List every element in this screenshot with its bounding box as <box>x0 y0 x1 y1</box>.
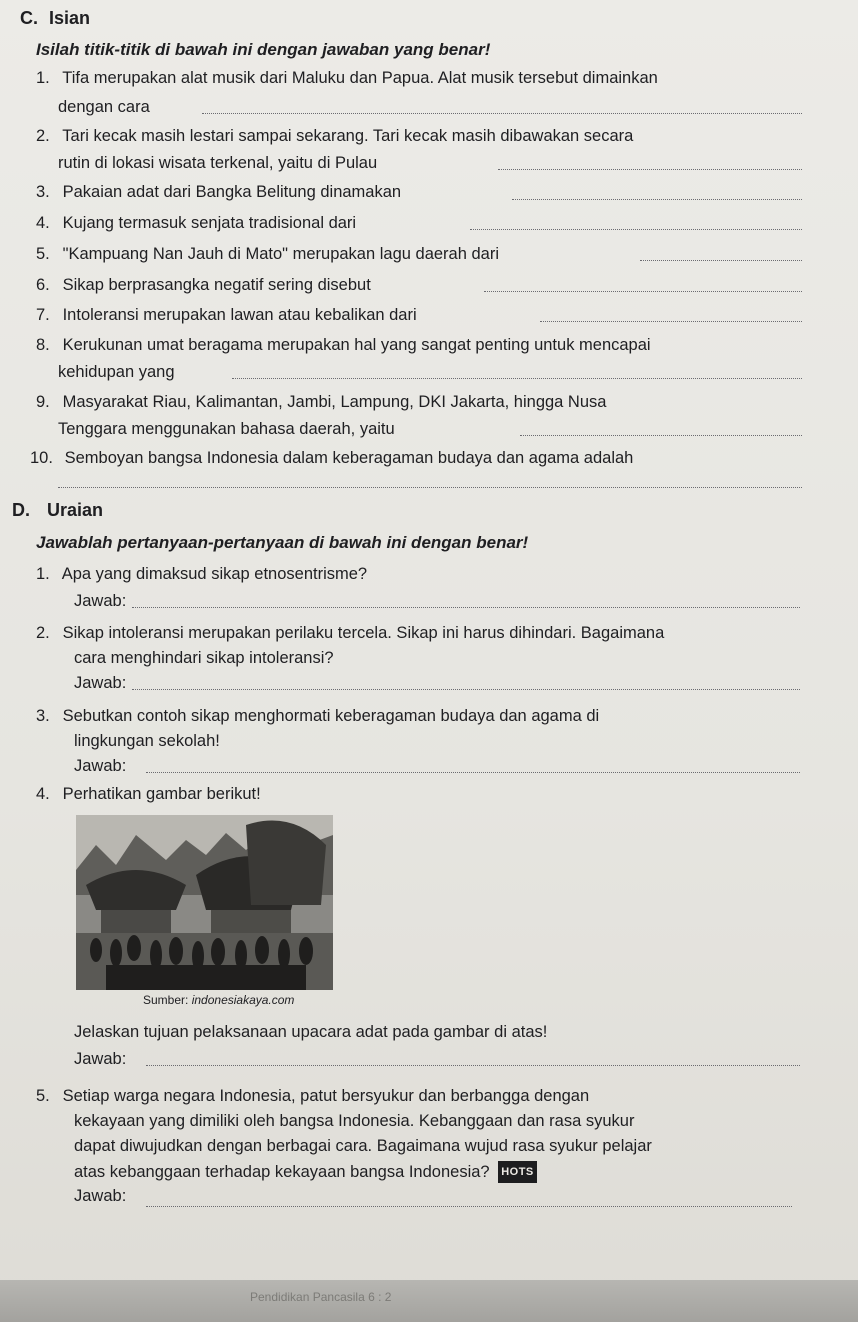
section-d-letter: D. <box>12 500 30 520</box>
section-c-heading <box>20 8 90 29</box>
item-number: 2. <box>36 127 50 145</box>
item-number: 5. <box>36 1087 50 1105</box>
d-item-4 <box>36 784 261 804</box>
item-number: 8. <box>36 336 50 354</box>
item-text: Perhatikan gambar berikut! <box>62 785 261 803</box>
item-number: 1. <box>36 565 50 583</box>
c-item-6 <box>36 275 371 295</box>
item-number: 5. <box>36 245 50 263</box>
c-item-3 <box>36 182 401 202</box>
item-number: 4. <box>36 785 50 803</box>
jawab-label: Jawab: <box>74 674 127 692</box>
c-item-2 <box>36 126 633 146</box>
answer-blank-d5[interactable] <box>146 1206 792 1207</box>
answer-blank-c10[interactable] <box>58 487 802 488</box>
item-text: atas kebanggaan terhadap kekayaan bangsa Indonesia? <box>74 1163 490 1181</box>
item-number: 7. <box>36 306 50 324</box>
item-number: 1. <box>36 69 50 87</box>
answer-blank-d3[interactable] <box>146 772 800 773</box>
d-item-2-line-2: cara menghindari sikap intoleransi? <box>74 649 334 667</box>
caption-source: indonesiakaya.com <box>191 993 295 1007</box>
c-item-2-line-2: rutin di lokasi wisata terkenal, yaitu di Pulau <box>58 154 378 172</box>
hots-badge: HOTS <box>498 1161 537 1183</box>
item-number: 4. <box>36 214 50 232</box>
item-number: 3. <box>36 707 50 725</box>
answer-blank-c8[interactable] <box>232 378 802 379</box>
jawab-label: Jawab: <box>74 1187 127 1205</box>
d-item-4-question: Jelaskan tujuan pelaksanaan upacara adat pada gambar di atas! <box>74 1023 548 1041</box>
ceremony-photo <box>76 815 333 990</box>
item-text: Setiap warga negara Indonesia, patut bersyukur dan berbangga dengan <box>62 1087 590 1105</box>
c-item-10 <box>30 448 633 468</box>
answer-blank-d1[interactable] <box>132 607 800 608</box>
d-item-2 <box>36 623 664 643</box>
image-caption <box>143 993 294 1007</box>
answer-blank-c3[interactable] <box>512 199 802 200</box>
answer-blank-d4[interactable] <box>146 1065 800 1066</box>
section-d-instruction: Jawablah pertanyaan-pertanyaan di bawah ini dengan benar! <box>36 533 529 552</box>
section-c-title: Isian <box>49 8 91 28</box>
d-item-5 <box>36 1086 589 1106</box>
d-item-5-line-3: dapat diwujudkan dengan berbagai cara. Bagaimana wujud rasa syukur pelajar <box>74 1137 652 1155</box>
item-text: Intoleransi merupakan lawan atau kebalikan dari <box>62 306 417 324</box>
item-text: Sebutkan contoh sikap menghormati keberagaman budaya dan agama di <box>62 707 600 725</box>
item-text: Semboyan bangsa Indonesia dalam keberagaman budaya dan agama adalah <box>64 449 634 467</box>
c-item-9-line-2: Tenggara menggunakan bahasa daerah, yaitu <box>58 420 395 438</box>
answer-blank-c4[interactable] <box>470 229 802 230</box>
answer-blank-c7[interactable] <box>540 321 802 322</box>
item-number: 10. <box>30 449 53 467</box>
c-item-9 <box>36 392 606 412</box>
d-item-5-line-4 <box>74 1161 537 1183</box>
answer-blank-c5[interactable] <box>640 260 802 261</box>
jawab-label: Jawab: <box>74 592 127 610</box>
answer-blank-c9[interactable] <box>520 435 802 436</box>
c-item-1 <box>36 68 658 88</box>
answer-blank-c6[interactable] <box>484 291 802 292</box>
item-number: 6. <box>36 276 50 294</box>
caption-label: Sumber: <box>143 993 189 1007</box>
d-item-1 <box>36 564 367 584</box>
item-text: "Kampuang Nan Jauh di Mato" merupakan lagu daerah dari <box>62 245 499 263</box>
d-item-3 <box>36 706 599 726</box>
item-text: Sikap berprasangka negatif sering disebut <box>62 276 371 294</box>
item-text: Masyarakat Riau, Kalimantan, Jambi, Lampung, DKI Jakarta, hingga Nusa <box>62 393 607 411</box>
item-text: Tifa merupakan alat musik dari Maluku dan Papua. Alat musik tersebut dimainkan <box>62 69 658 87</box>
jawab-label: Jawab: <box>74 757 127 775</box>
c-item-1-line-2: dengan cara <box>58 98 150 116</box>
d-item-3-line-2: lingkungan sekolah! <box>74 732 220 750</box>
section-c-letter: C. <box>20 8 38 28</box>
section-d-title: Uraian <box>47 500 104 520</box>
c-item-8 <box>36 335 651 355</box>
item-text: Kerukunan umat beragama merupakan hal yang sangat penting untuk mencapai <box>62 336 651 354</box>
c-item-4 <box>36 213 356 233</box>
c-item-5 <box>36 244 499 264</box>
item-text: Kujang termasuk senjata tradisional dari <box>62 214 357 232</box>
answer-blank-d2[interactable] <box>132 689 800 690</box>
item-text: Sikap intoleransi merupakan perilaku tercela. Sikap ini harus dihindari. Bagaimana <box>62 624 665 642</box>
section-d-heading <box>12 500 103 521</box>
c-item-7 <box>36 305 417 325</box>
d-item-5-line-2: kekayaan yang dimiliki oleh bangsa Indonesia. Kebanggaan dan rasa syukur <box>74 1112 635 1130</box>
footer-text: Pendidikan Pancasila 6 : 2 <box>250 1290 392 1304</box>
item-text: Tari kecak masih lestari sampai sekarang. Tari kecak masih dibawakan secara <box>62 127 634 145</box>
item-number: 3. <box>36 183 50 201</box>
item-text: Apa yang dimaksud sikap etnosentrisme? <box>61 565 368 583</box>
c-item-8-line-2: kehidupan yang <box>58 363 175 381</box>
jawab-label: Jawab: <box>74 1050 127 1068</box>
section-c-instruction: Isilah titik-titik di bawah ini dengan jawaban yang benar! <box>36 40 491 59</box>
answer-blank-c2[interactable] <box>498 169 802 170</box>
answer-blank-c1[interactable] <box>202 113 802 114</box>
item-number: 9. <box>36 393 50 411</box>
item-text: Pakaian adat dari Bangka Belitung dinamakan <box>62 183 402 201</box>
item-number: 2. <box>36 624 50 642</box>
footer-bar <box>0 1280 858 1322</box>
